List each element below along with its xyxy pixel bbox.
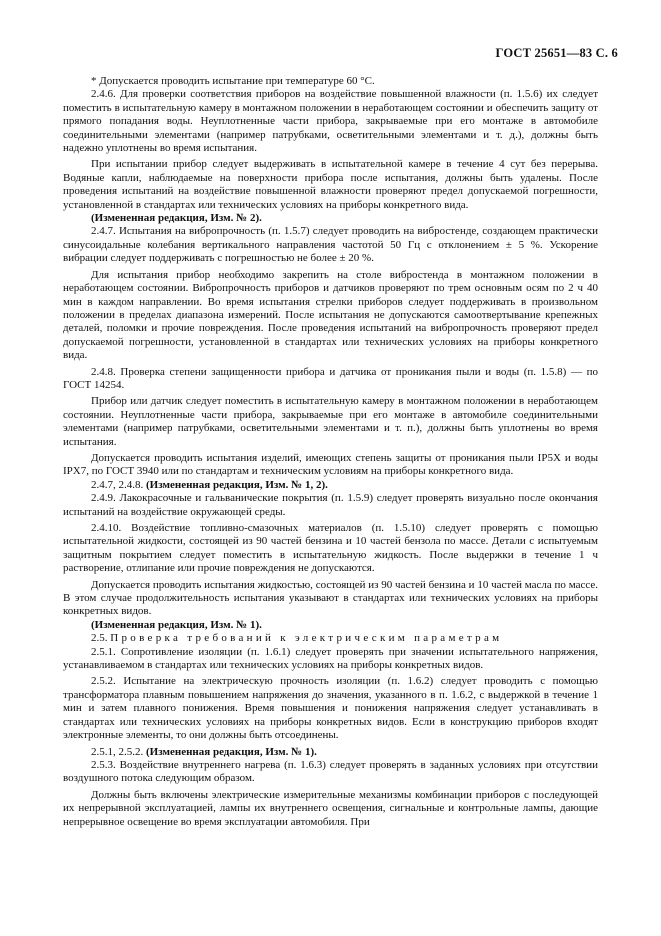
footnote: * Допускается проводить испытание при температуре 60 °С. [91, 75, 375, 87]
paragraph-internal-heating: Должны быть включены электрические измерительные механизмы комбинации приборов с последующей их непрерывной эксплуатацией, лампы их внутреннего освещения, сигнальные и контрольные лампы, дающие непрерывное освещение во время эксплуатации автомобиля. При [63, 788, 598, 828]
paragraph-2-5-2: 2.5.2. Испытание на электрическую прочность изоляции (п. 1.6.2) следует проводить с помощью трансформатора плавным повышением напряжения до значения, указанного в п. 1.6.2, с выдержкой в течение 1 мин и затем плавного понижения. Время повышения и понижения напряжения следует устанавливать в стандартах или технических условиях на приборы конкретных видов. Если в конструкцию приборов входят электронные элементы, то они должны быть отсоединены. [63, 675, 598, 742]
paragraph-2-5-1: 2.5.1. Сопротивление изоляции (п. 1.6.1) следует проверять при значении испытательного напряжения, устанавливаемом в стандартах или технических условиях на приборы конкретных видов. [63, 645, 598, 672]
amendment-note-2: (Измененная редакция, Изм. № 1). [91, 618, 262, 631]
section-number: 2.5. [91, 632, 111, 645]
clause-reference: 2.5.1, 2.5.2. [91, 745, 146, 758]
amendment-note-2-4-7-2-4-8 [63, 479, 598, 492]
document-body [63, 75, 598, 829]
amendment-note: (Измененная редакция, Изм. № 2). [91, 212, 262, 225]
page-header: ГОСТ 25651—83 С. 6 [495, 46, 618, 60]
paragraph-oil-test: Допускается проводить испытания жидкостью, состоящей из 90 частей бензина и 10 частей масла по массе. В этом случае продолжительность испытания указывают в стандартах или технических условиях на приборы конкретных видов. [63, 578, 598, 618]
section-heading-2-5 [63, 632, 598, 645]
paragraph-2-4-7: 2.4.7. Испытания на вибропрочность (п. 1.5.7) следует проводить на вибростенде, создающем практически синусоидальные колебания вертикального направления частотой 50 Гц с отклонением ± 5 %. Ускорение вибрации следует поддерживать с погрешностью не более ± 20 %. [63, 225, 598, 265]
paragraph-2-4-8: 2.4.8. Проверка степени защищенности прибора и датчика от проникания пыли и воды (п. 1.5.8) — по ГОСТ 14254. [63, 365, 598, 391]
paragraph-2-4-6: 2.4.6. Для проверки соответствия приборов на воздействие повышенной влажности (п. 1.5.6) их следует поместить в испытательную камеру в монтажном положении в неработающем состоянии и обеспечить защиту от прямого попадания воды. Неуплотненные части прибора, закрываемые при его монтаже в автомобиле соединительными элементами (например патрубками, осветительными элементами и т. д.), должны быть надежно уплотнены во время испытания. [63, 88, 598, 155]
paragraph-2-4-10: 2.4.10. Воздействие топливно-смазочных материалов (п. 1.5.10) следует проверять с помощью испытательной жидкости, состоящей из 90 частей бензина и 10 частей бензола по массе. Детали с испытуемым защитным покрытием следует поместить в испытательную жидкость. После выдержки в течение 1 ч растворение, отлипание или прочие повреждения не допускаются. [63, 522, 598, 575]
paragraph-ip-protection: Допускается проводить испытания изделий, имеющих степень защиты от проникания пыли IP5X и воды IPX7, по ГОСТ 3940 или по стандартам и техническим условиям на приборы конкретного вида. [63, 451, 598, 478]
paragraph-2-4-9: 2.4.9. Лакокрасочные и гальванические покрытия (п. 1.5.9) следует проверять визуально после окончания испытаний на воздействие окружающей среды. [63, 492, 598, 518]
paragraph-vibration-test: Для испытания прибор необходимо закрепить на столе вибростенда в монтажном положении в неработающем состоянии. Вибропрочность приборов и датчиков проверяют по трем основным осям по 2 ч 40 мин в каждом направлении. Во время испытания стрелки приборов следует поддерживать в произвольном положении в пределах диапазона измерений. После испытания не допускаются самоотвертывание крепежных деталей, поломки и прочие повреждения. После проведения испытаний на вибропрочность проверяют предел допускаемой погрешности, установленной в стандартах или технических условиях на приборы конкретного вида. [63, 268, 598, 362]
section-title: Проверка требований к электрическим параметрам [110, 632, 503, 645]
paragraph-humidity-test: При испытании прибор следует выдерживать в испытательной камере в течение 4 сут без перерыва. Водяные капли, наблюдаемые на поверхности прибора после испытания, должны быть удалены. После проведения испытаний на воздействие повышенной влажности проверяют предел допускаемой погрешности, установленной в стандартах или технических условиях на приборы конкретного вида. [63, 158, 598, 211]
amendment-label: (Измененная редакция, Изм. № 1, 2). [146, 478, 328, 491]
paragraph-2-5-3: 2.5.3. Воздействие внутреннего нагрева (п. 1.6.3) следует проверять в заданных условиях при отсутствии воздушного потока следующим образом. [63, 758, 598, 785]
clause-reference: 2.4.7, 2.4.8. [91, 478, 146, 491]
paragraph-dust-water-test: Прибор или датчик следует поместить в испытательную камеру в монтажном положении в неработающем состоянии. Неуплотненные части прибора, закрываемые при его монтаже в автомобиле соединительными элементами (например патрубками, осветительными элементами и т. п.), должны быть уплотнены во время испытания. [63, 395, 598, 448]
amendment-label: (Измененная редакция, Изм. № 1). [146, 745, 317, 758]
amendment-note-2-5-1-2-5-2 [63, 746, 598, 759]
